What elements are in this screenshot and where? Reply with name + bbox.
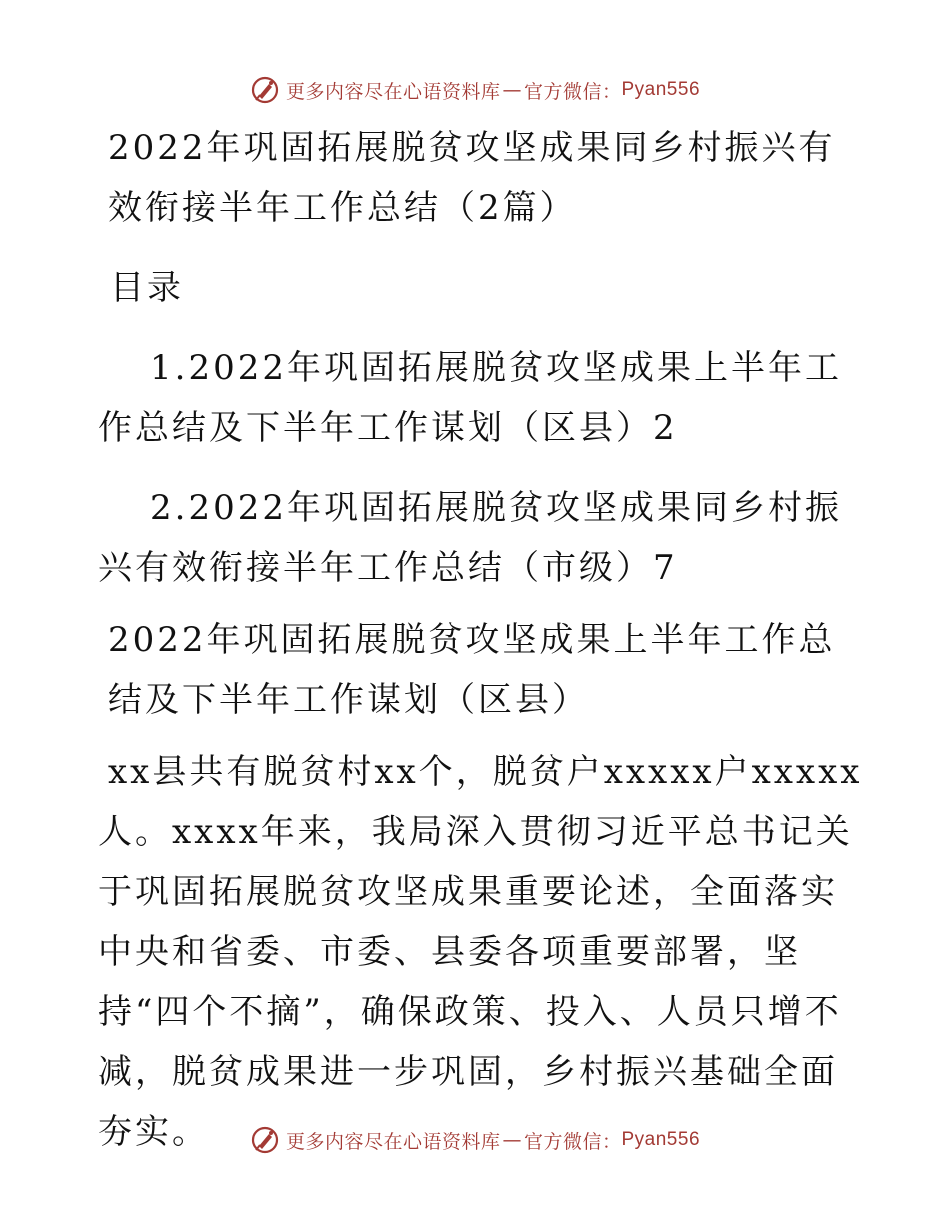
watermark-footer xyxy=(0,1120,950,1160)
section-title: 2022年巩固拓展脱贫攻坚成果上半年工作总结及下半年工作谋划（区县） xyxy=(108,620,836,720)
watermark-separator: — xyxy=(502,79,522,101)
watermark-source-text: 更多内容尽在心语资料库 xyxy=(285,80,501,103)
watermark-account: Pyan556 xyxy=(621,79,701,100)
watermark-wechat-label: 官方微信： xyxy=(523,1130,622,1153)
fountain-pen-logo-icon xyxy=(250,75,280,105)
watermark-content xyxy=(250,75,700,105)
document-title: 2022年巩固拓展脱贫攻坚成果同乡村振兴有效衔接半年工作总结（2篇） xyxy=(108,128,836,228)
watermark-source-text: 更多内容尽在心语资料库 xyxy=(285,1130,501,1153)
watermark-account: Pyan556 xyxy=(621,1129,701,1150)
document-body xyxy=(98,118,868,1162)
body-paragraph: xx县共有脱贫村xx个，脱贫户xxxxx户xxxxx人。xxxx年来，我局深入贯彻习近平总书记关于巩固拓展脱贫攻坚成果重要论述，全面落实中央和省委、市委、县委各项重要部署，坚持“四个不摘”，确保政策、投入、人员只增不减，脱贫成果进一步巩固，乡村振兴基础全面夯实。 xyxy=(98,752,863,1152)
fountain-pen-logo-icon xyxy=(250,1125,280,1155)
watermark-separator: — xyxy=(502,1129,522,1151)
watermark-content xyxy=(250,1125,700,1155)
watermark-header xyxy=(0,70,950,110)
toc-item-1[interactable]: 1.2022年巩固拓展脱贫攻坚成果上半年工作总结及下半年工作谋划（区县）2 xyxy=(98,348,842,448)
watermark-wechat-label: 官方微信： xyxy=(523,80,622,103)
toc-heading: 目录 xyxy=(110,268,184,308)
toc-item-2[interactable]: 2.2022年巩固拓展脱贫攻坚成果同乡村振兴有效衔接半年工作总结（市级）7 xyxy=(98,488,842,588)
